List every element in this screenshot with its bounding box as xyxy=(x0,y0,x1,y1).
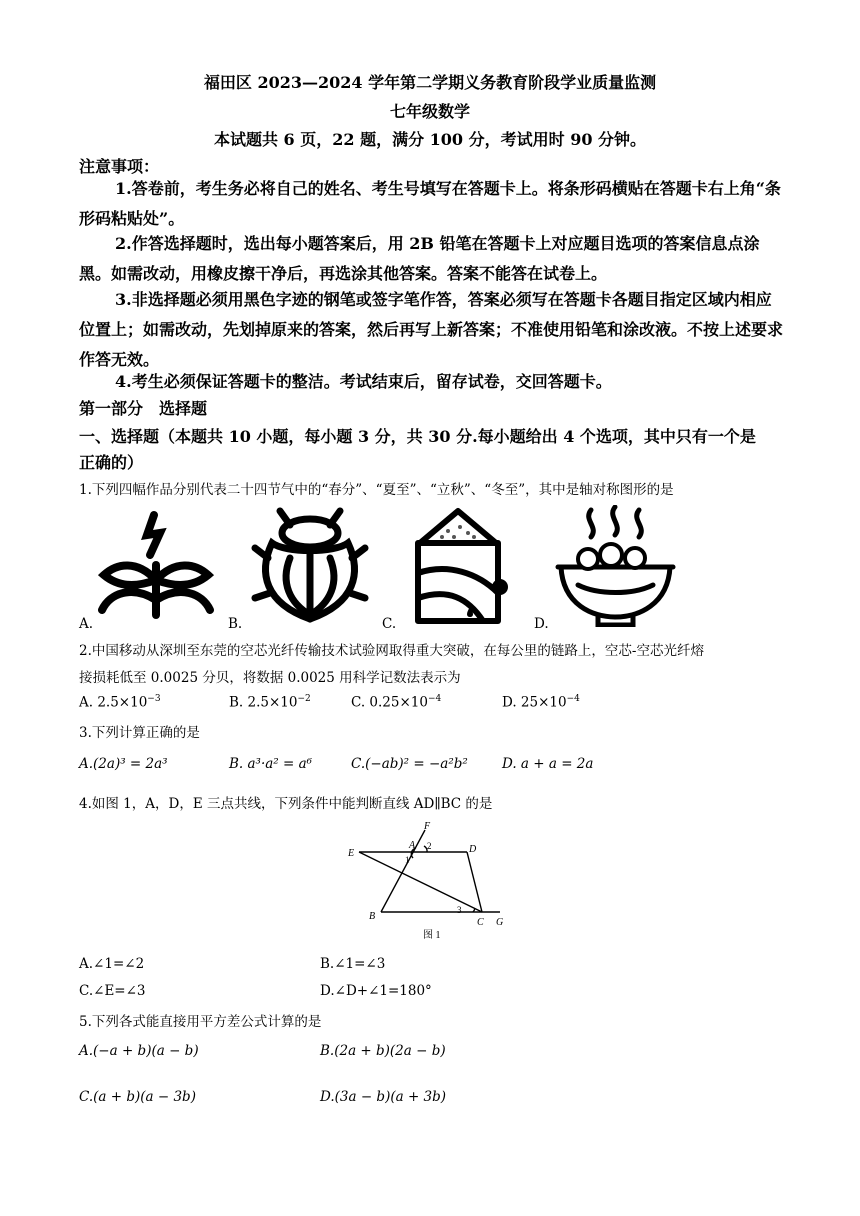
q1-option-c: C. xyxy=(382,616,397,632)
point-label-g: G xyxy=(496,917,504,928)
winter-solstice-image xyxy=(553,505,678,627)
angle-label-3: 3 xyxy=(457,905,462,915)
figure-caption: 图 1 xyxy=(423,930,441,941)
exam-info: 本试题共 6 页，22 题，满分 100 分，考试用时 90 分钟。 xyxy=(213,130,647,149)
exam-subject: 七年级数学 xyxy=(389,102,470,121)
q5-stem: 5.下列各式能直接用平方差公式计算的是 xyxy=(79,1014,322,1030)
point-label-b: B xyxy=(369,911,376,922)
notice-heading: 注意事项： xyxy=(79,157,160,176)
summer-solstice-image xyxy=(250,503,370,625)
q4-option-a: A.∠1=∠2 xyxy=(79,956,145,972)
section-heading: 一、选择题（本题共 10 小题，每小题 3 分，共 30 分.每小题给出 4 个选项，其中只有一个是 xyxy=(79,427,756,446)
exam-title: 福田区 2023—2024 学年第二学期义务教育阶段学业质量监测 xyxy=(203,73,657,92)
q2-option-b: B. $2.5\times 10^{-2}$ xyxy=(229,694,311,711)
point-label-a: A xyxy=(409,840,416,851)
notice-item-4: 4.考生必须保证答题卡的整洁。考试结束后，留存试卷，交回答题卡。 xyxy=(115,372,612,391)
q2-option-a: A. $2.5\times 10^{-3}$ xyxy=(79,694,161,711)
q1-option-b: B. xyxy=(228,616,243,632)
q5-option-c: C.(a + b)(a − 3b) xyxy=(79,1089,196,1105)
q2-option-c: C. $0.25\times 10^{-4}$ xyxy=(351,694,442,711)
q1-option-a: A. xyxy=(79,616,94,632)
q4-option-d: D.∠D+∠1=180° xyxy=(320,983,432,999)
q4-stem: 4.如图 1，A，D，E 三点共线，下列条件中能判断直线 AD∥BC 的是 xyxy=(79,796,493,812)
notice-item-2: 2.作答选择题时，选出每小题答案后，用 2B 铅笔在答题卡上对应题目选项的答案信息点涂黑。如需改动，用橡皮擦干净后，再选涂其他答案。答案不能答在试卷上。 xyxy=(79,234,760,283)
q4-option-c: C.∠E=∠3 xyxy=(79,983,146,999)
q3-option-b: B. a³·a² = a⁶ xyxy=(229,756,313,772)
q5-option-b: B.(2a + b)(2a − b) xyxy=(320,1043,446,1059)
q3-option-a: A.(2a)³ = 2a³ xyxy=(79,756,168,772)
section-heading-cont: 正确的） xyxy=(79,453,144,472)
q2-stem-line1: 2.中国移动从深圳至东莞的空芯光纤传输技术试验网取得重大突破，在每公里的链路上，空芯-空芯光纤熔 xyxy=(79,643,704,659)
q3-option-c: C.(−ab)² = −a²b² xyxy=(351,756,468,772)
point-label-c: C xyxy=(477,917,484,928)
point-label-e: E xyxy=(348,848,355,859)
figure-1-diagram xyxy=(345,818,515,946)
q1-option-d: D. xyxy=(534,616,549,632)
part1-heading: 第一部分 选择题 xyxy=(79,399,208,418)
q2-stem-line2: 接损耗低至 0.0025 分贝，将数据 0.0025 用科学记数法表示为 xyxy=(79,670,461,686)
angle-label-1: 1 xyxy=(405,855,410,865)
notice-item-1: 1.答卷前，考生务必将自己的姓名、考生号填写在答题卡上。将条形码横贴在答题卡右上角“条形码粘贴处”。 xyxy=(79,179,781,228)
q5-option-d: D.(3a − b)(a + 3b) xyxy=(320,1089,447,1105)
q4-option-b: B.∠1=∠3 xyxy=(320,956,386,972)
point-label-d: D xyxy=(469,844,477,855)
angle-label-2: 2 xyxy=(427,841,432,851)
spring-equinox-image xyxy=(92,505,222,625)
q1-stem: 1.下列四幅作品分别代表二十四节气中的“春分”、“夏至”、“立秋”、“冬至”，其中是轴对称图形的是 xyxy=(79,482,674,498)
autumn-begins-image xyxy=(408,503,508,627)
q3-stem: 3.下列计算正确的是 xyxy=(79,725,200,741)
q3-option-d: D. a + a = 2a xyxy=(502,756,594,772)
q2-option-d: D. $25\times 10^{-4}$ xyxy=(502,694,580,711)
q5-option-a: A.(−a + b)(a − b) xyxy=(79,1043,199,1059)
notice-item-3: 3.非选择题必须用黑色字迹的钢笔或签字笔作答，答案必须写在答题卡各题目指定区域内相应位置上；如需改动，先划掉原来的答案，然后再写上新答案；不准使用铅笔和涂改液。不按上述要求作答无效。 xyxy=(79,290,784,369)
point-label-f: F xyxy=(424,821,431,832)
